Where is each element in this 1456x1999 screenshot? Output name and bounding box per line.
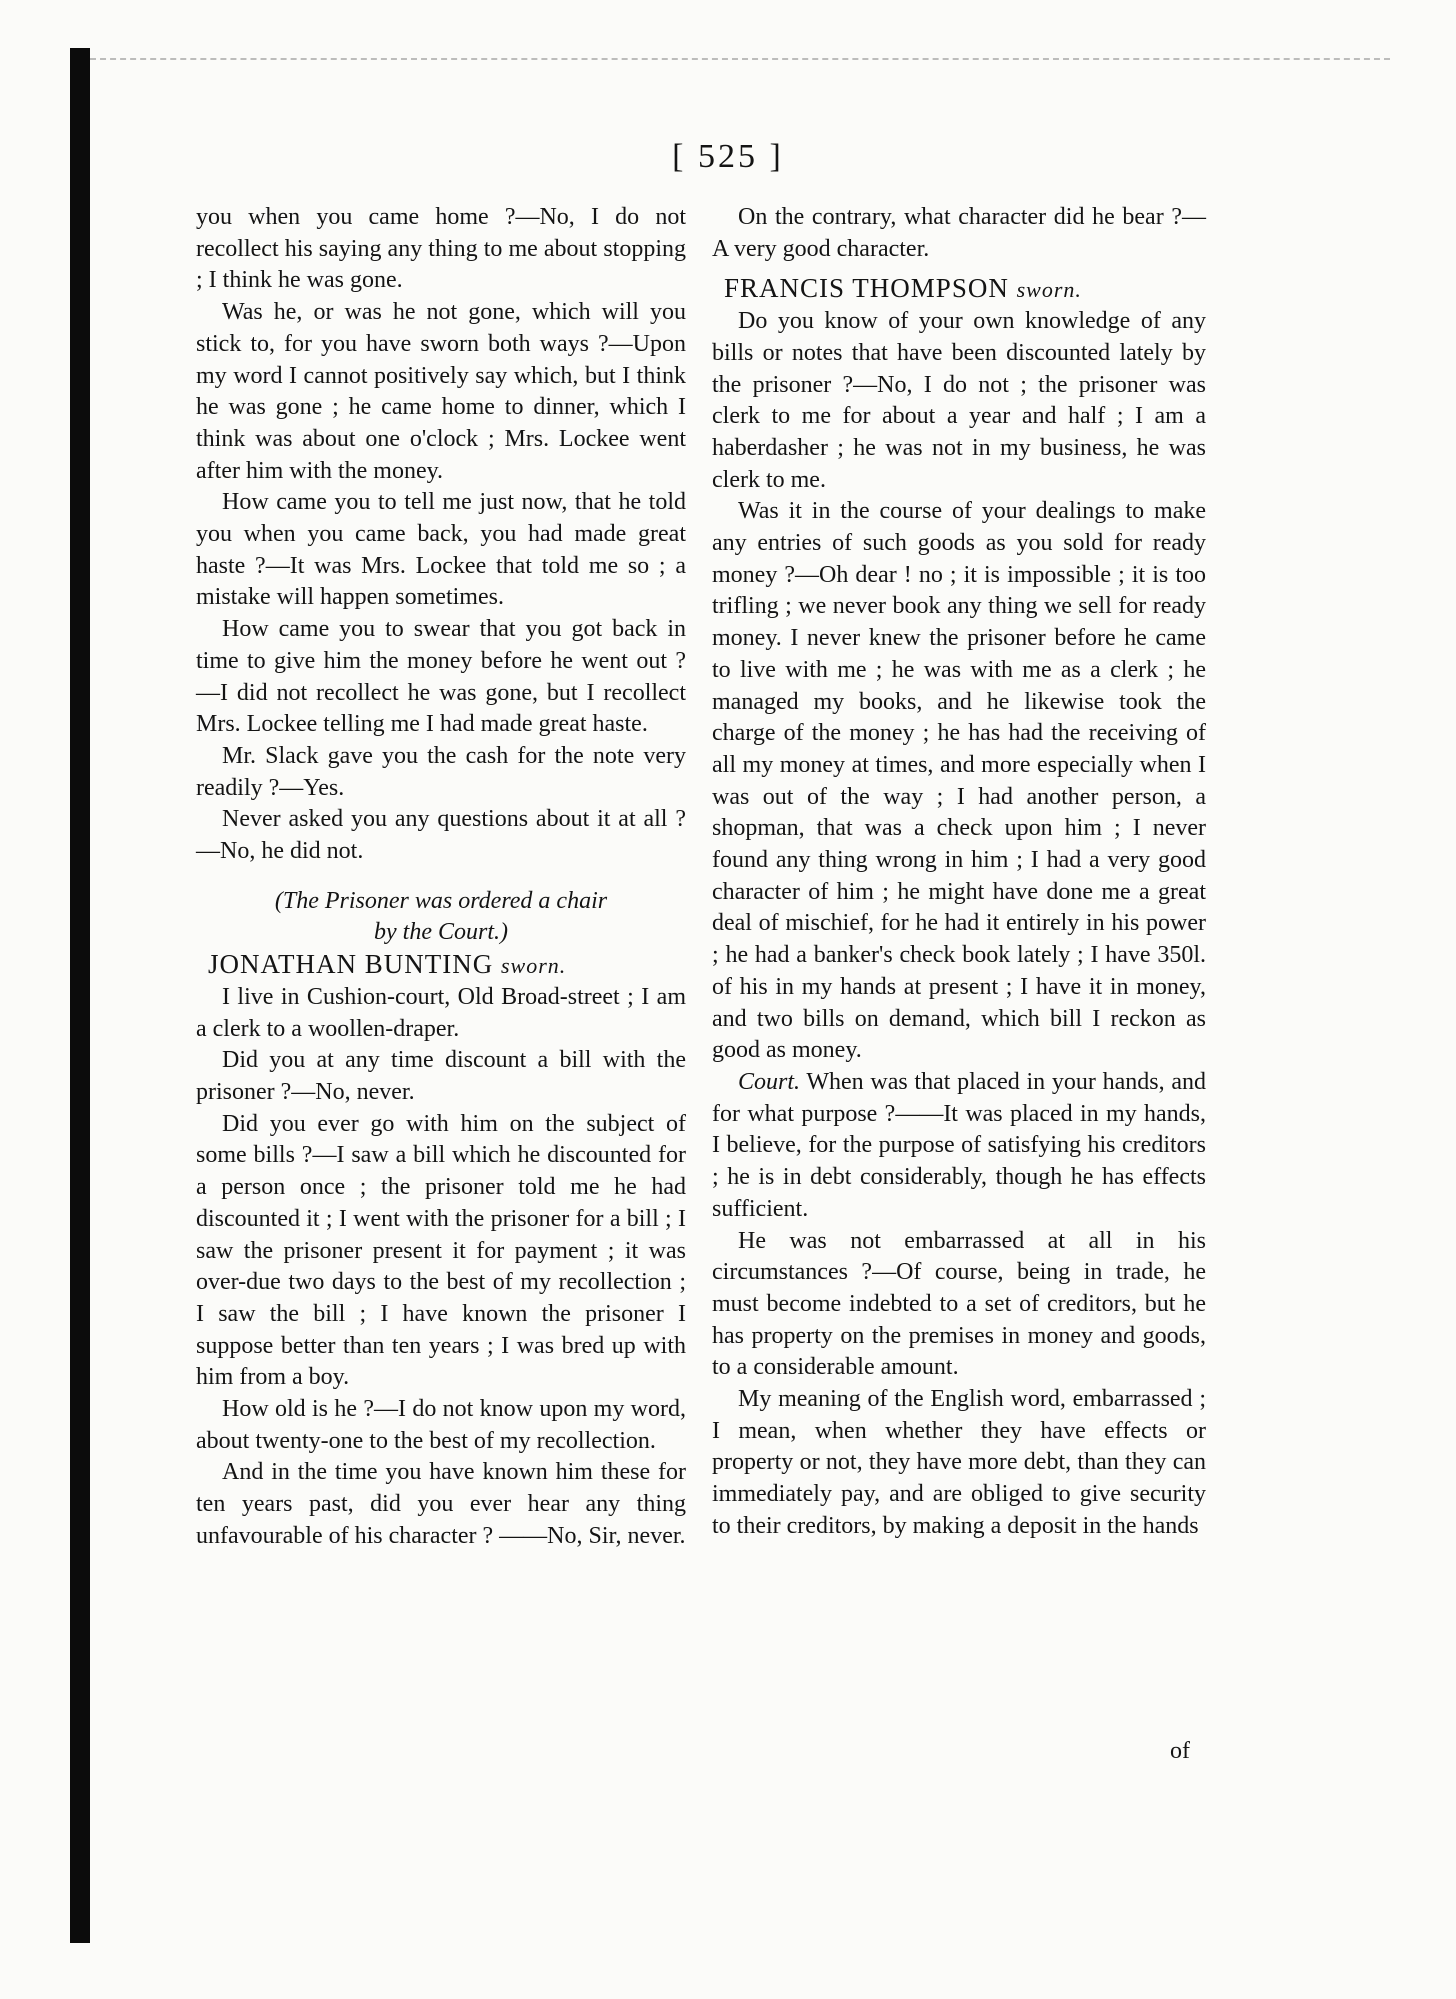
paragraph: How came you to tell me just now, that he told you when you came back, you had made great haste ?—It was Mrs. Lockee that told me so ; a mistake will happen sometimes. xyxy=(196,489,686,611)
paragraph: On the contrary, what character did he bear ?—A very good character. xyxy=(712,204,1206,262)
witness-sworn: sworn. xyxy=(1016,277,1082,303)
paragraph: Was it in the course of your dealings to make any entries of such goods as you sold for ready money ?—Oh dear ! no ; it is impossible ; it is too trifling ; we never book any thing we sell for ready money. I never knew the prisoner before he came to live with me ; he was with me as a clerk ; he managed my books, and he likewise took the charge of the money ; he has had the receiving of all my money at times, and more especially when I was out of the way ; I had another person, a shopman, that was a check upon him ; I never found any thing wrong in him ; I had a very good character of him ; he might have done me a great deal of mischief, for he had it entirely in his power ; he had a banker's check book lately ; I have 350l. of his in my hands at present ; I have it in money, and two bills on demand, which bill I reckon as good as money. xyxy=(712,498,1206,1064)
court-note-line-2: by the Court.) xyxy=(374,919,508,946)
witness-sworn: sworn. xyxy=(501,953,567,979)
paragraph-text: When was that placed in your hands, and for what purpose ?——It was placed in my hands, I believe, for the purpose of satisfying his creditors ; he is in debt considerably, though he has effects sufficient. xyxy=(712,1068,1207,1222)
paragraph: Was he, or was he not gone, which will you stick to, for you have sworn both ways ?—Upon my word I cannot positively say which, but I think he was gone ; he came home to dinner, which I think was about one o'clock ; Mrs. Lockee went after him with the money. xyxy=(196,299,686,484)
paragraph: My meaning of the English word, embarrassed ; I mean, when whether they have effects or property or not, they have more debt, than they can immediately pay, and are obliged to give security to their creditors, by making a deposit in the hands xyxy=(712,1386,1206,1539)
left-column xyxy=(196,202,686,1553)
page-number: [ 525 ] xyxy=(672,138,784,175)
witness-name: JONATHAN BUNTING xyxy=(208,949,494,980)
binding-edge xyxy=(70,48,90,1943)
catchword: of xyxy=(1170,1738,1190,1764)
paragraph: How came you to swear that you got back in time to give him the money before he went out ?—I did not recollect he was gone, but I recollect Mrs. Lockee telling me I had made great haste. xyxy=(196,616,686,738)
paragraph: Do you know of your own knowledge of any bills or notes that have been discounted lately by the prisoner ?—No, I do not ; the prisoner was clerk to me for about a year and half ; I am a haberdasher ; he was not in my business, he was clerk to me. xyxy=(712,308,1206,493)
paragraph: How old is he ?—I do not know upon my word, about twenty-one to the best of my recollection. xyxy=(196,1396,686,1454)
witness-heading xyxy=(196,949,686,982)
paragraph: you when you came home ?—No, I do not recollect his saying any thing to me about stopping ; I think he was gone. xyxy=(196,204,686,294)
court-note-line-1: (The Prisoner was ordered a chair xyxy=(274,887,608,914)
paragraph: And in the time you have known him these for ten years past, did you ever hear any thing unfavourable of his character ? ——No, Sir, never. xyxy=(196,1459,686,1549)
right-column xyxy=(712,202,1206,1543)
paragraph: Did you ever go with him on the subject of some bills ?—I saw a bill which he discounted for a person once ; the prisoner told me he had discounted it ; I went with the prisoner for a bill ; I saw the prisoner present it for payment ; it was over-due two days to the best of my recollection ; I saw the bill ; I have known the prisoner I suppose better than ten years ; I was bred up with him from a boy. xyxy=(196,1110,686,1391)
paragraph: Did you at any time discount a bill with the prisoner ?—No, never. xyxy=(196,1047,686,1105)
witness-heading xyxy=(712,273,1206,306)
paragraph: I live in Cushion-court, Old Broad-street ; I am a clerk to a woollen-draper. xyxy=(196,983,686,1042)
top-rule xyxy=(90,58,1390,66)
witness-name: FRANCIS THOMPSON xyxy=(724,273,1009,304)
paragraph: He was not embarrassed at all in his circumstances ?—Of course, being in trade, he must become indebted to a set of creditors, but he has property on the premises in money and goods, to a considerable amount. xyxy=(712,1227,1206,1381)
court-label: Court. xyxy=(738,1068,801,1095)
paragraph: Never asked you any questions about it at all ?—No, he did not. xyxy=(196,806,686,865)
paragraph: Mr. Slack gave you the cash for the note very readily ?—Yes. xyxy=(196,742,686,801)
paragraph xyxy=(712,1067,1206,1226)
